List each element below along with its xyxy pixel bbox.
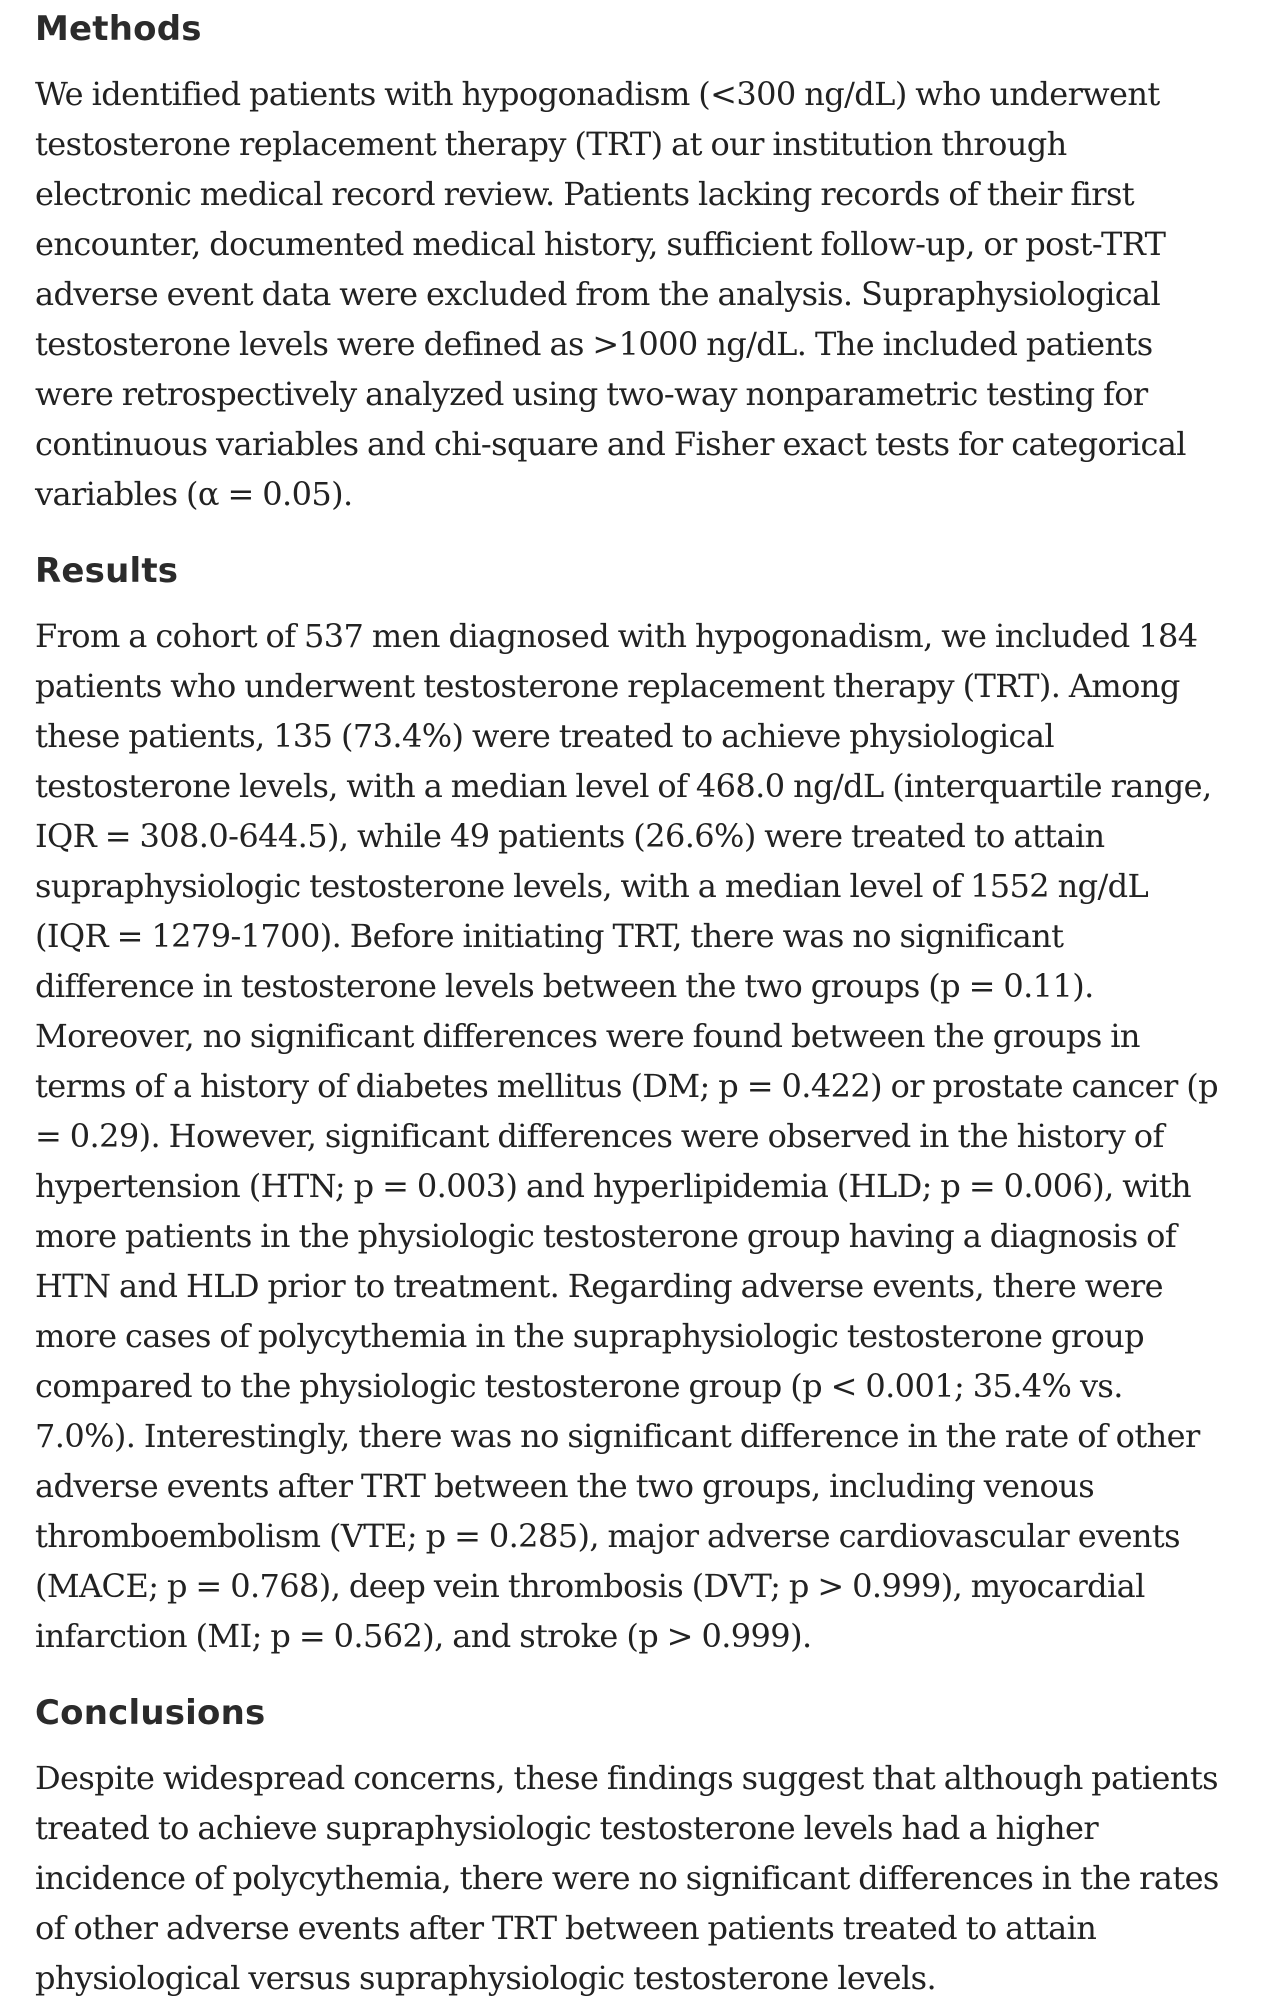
conclusions-heading: Conclusions xyxy=(35,1693,266,1733)
results-heading: Results xyxy=(35,551,179,591)
results-section xyxy=(35,543,1262,1661)
results-text: From a cohort of 537 men diagnosed with hypogonadism, we included 184 patients who underwent testosterone replacement therapy (TRT). Among these patients, 135 (73.4%) were treated to achieve physiological testosterone levels, with a median level of 468.0 ng/dL (interquartile range, IQR = 308.0-644.5), while 49 patients (26.6%) were treated to attain supraphysiologic testosterone levels, with a median level of 1552 ng/dL (IQR = 1279-1700). Before initiating TRT, there was no significant difference in testosterone levels between the two groups (p = 0.11). Moreover, no significant differences were found between the groups in terms of a history of diabetes mellitus (DM; p = 0.422) or prostate cancer (p = 0.29). However, significant differences were observed in the history of hypertension (HTN; p = 0.003) and hyperlipidemia (HLD; p = 0.006), with more patients in the physiologic testosterone group having a diagnosis of HTN and HLD prior to treatment. Regarding adverse events, there were more cases of polycythemia in the supraphysiologic testosterone group compared to the physiologic testosterone group (p < 0.001; 35.4% vs. 7.0%). Interestingly, there was no significant difference in the rate of other adverse events after TRT between the two groups, including venous thromboembolism (VTE; p = 0.285), major adverse cardiovascular events (MACE; p = 0.768), deep vein thrombosis (DVT; p > 0.999), myocardial infarction (MI; p = 0.562), and stroke (p > 0.999). xyxy=(35,617,1219,1655)
conclusions-section xyxy=(35,1685,1262,2003)
methods-text: We identified patients with hypogonadism (<300 ng/dL) who underwent testosterone replacement therapy (TRT) at our institution through electronic medical record review. Patients lacking records of their first encounter, documented medical history, sufficient follow-up, or post-TRT adverse event data were excluded from the analysis. Supraphysiological testosterone levels were defined as >1000 ng/dL. The included patients were retrospectively analyzed using two-way nonparametric testing for continuous variables and chi-square and Fisher exact tests for categorical variables (α = 0.05). xyxy=(35,75,1186,513)
conclusions-text: Despite widespread concerns, these findings suggest that although patients treated to achieve supraphysiologic testosterone levels had a higher incidence of polycythemia, there were no significant differences in the rates of other adverse events after TRT between patients treated to attain physiological versus supraphysiologic testosterone levels. xyxy=(35,1759,1219,1997)
methods-heading: Methods xyxy=(35,9,202,49)
methods-section xyxy=(35,1,1262,519)
